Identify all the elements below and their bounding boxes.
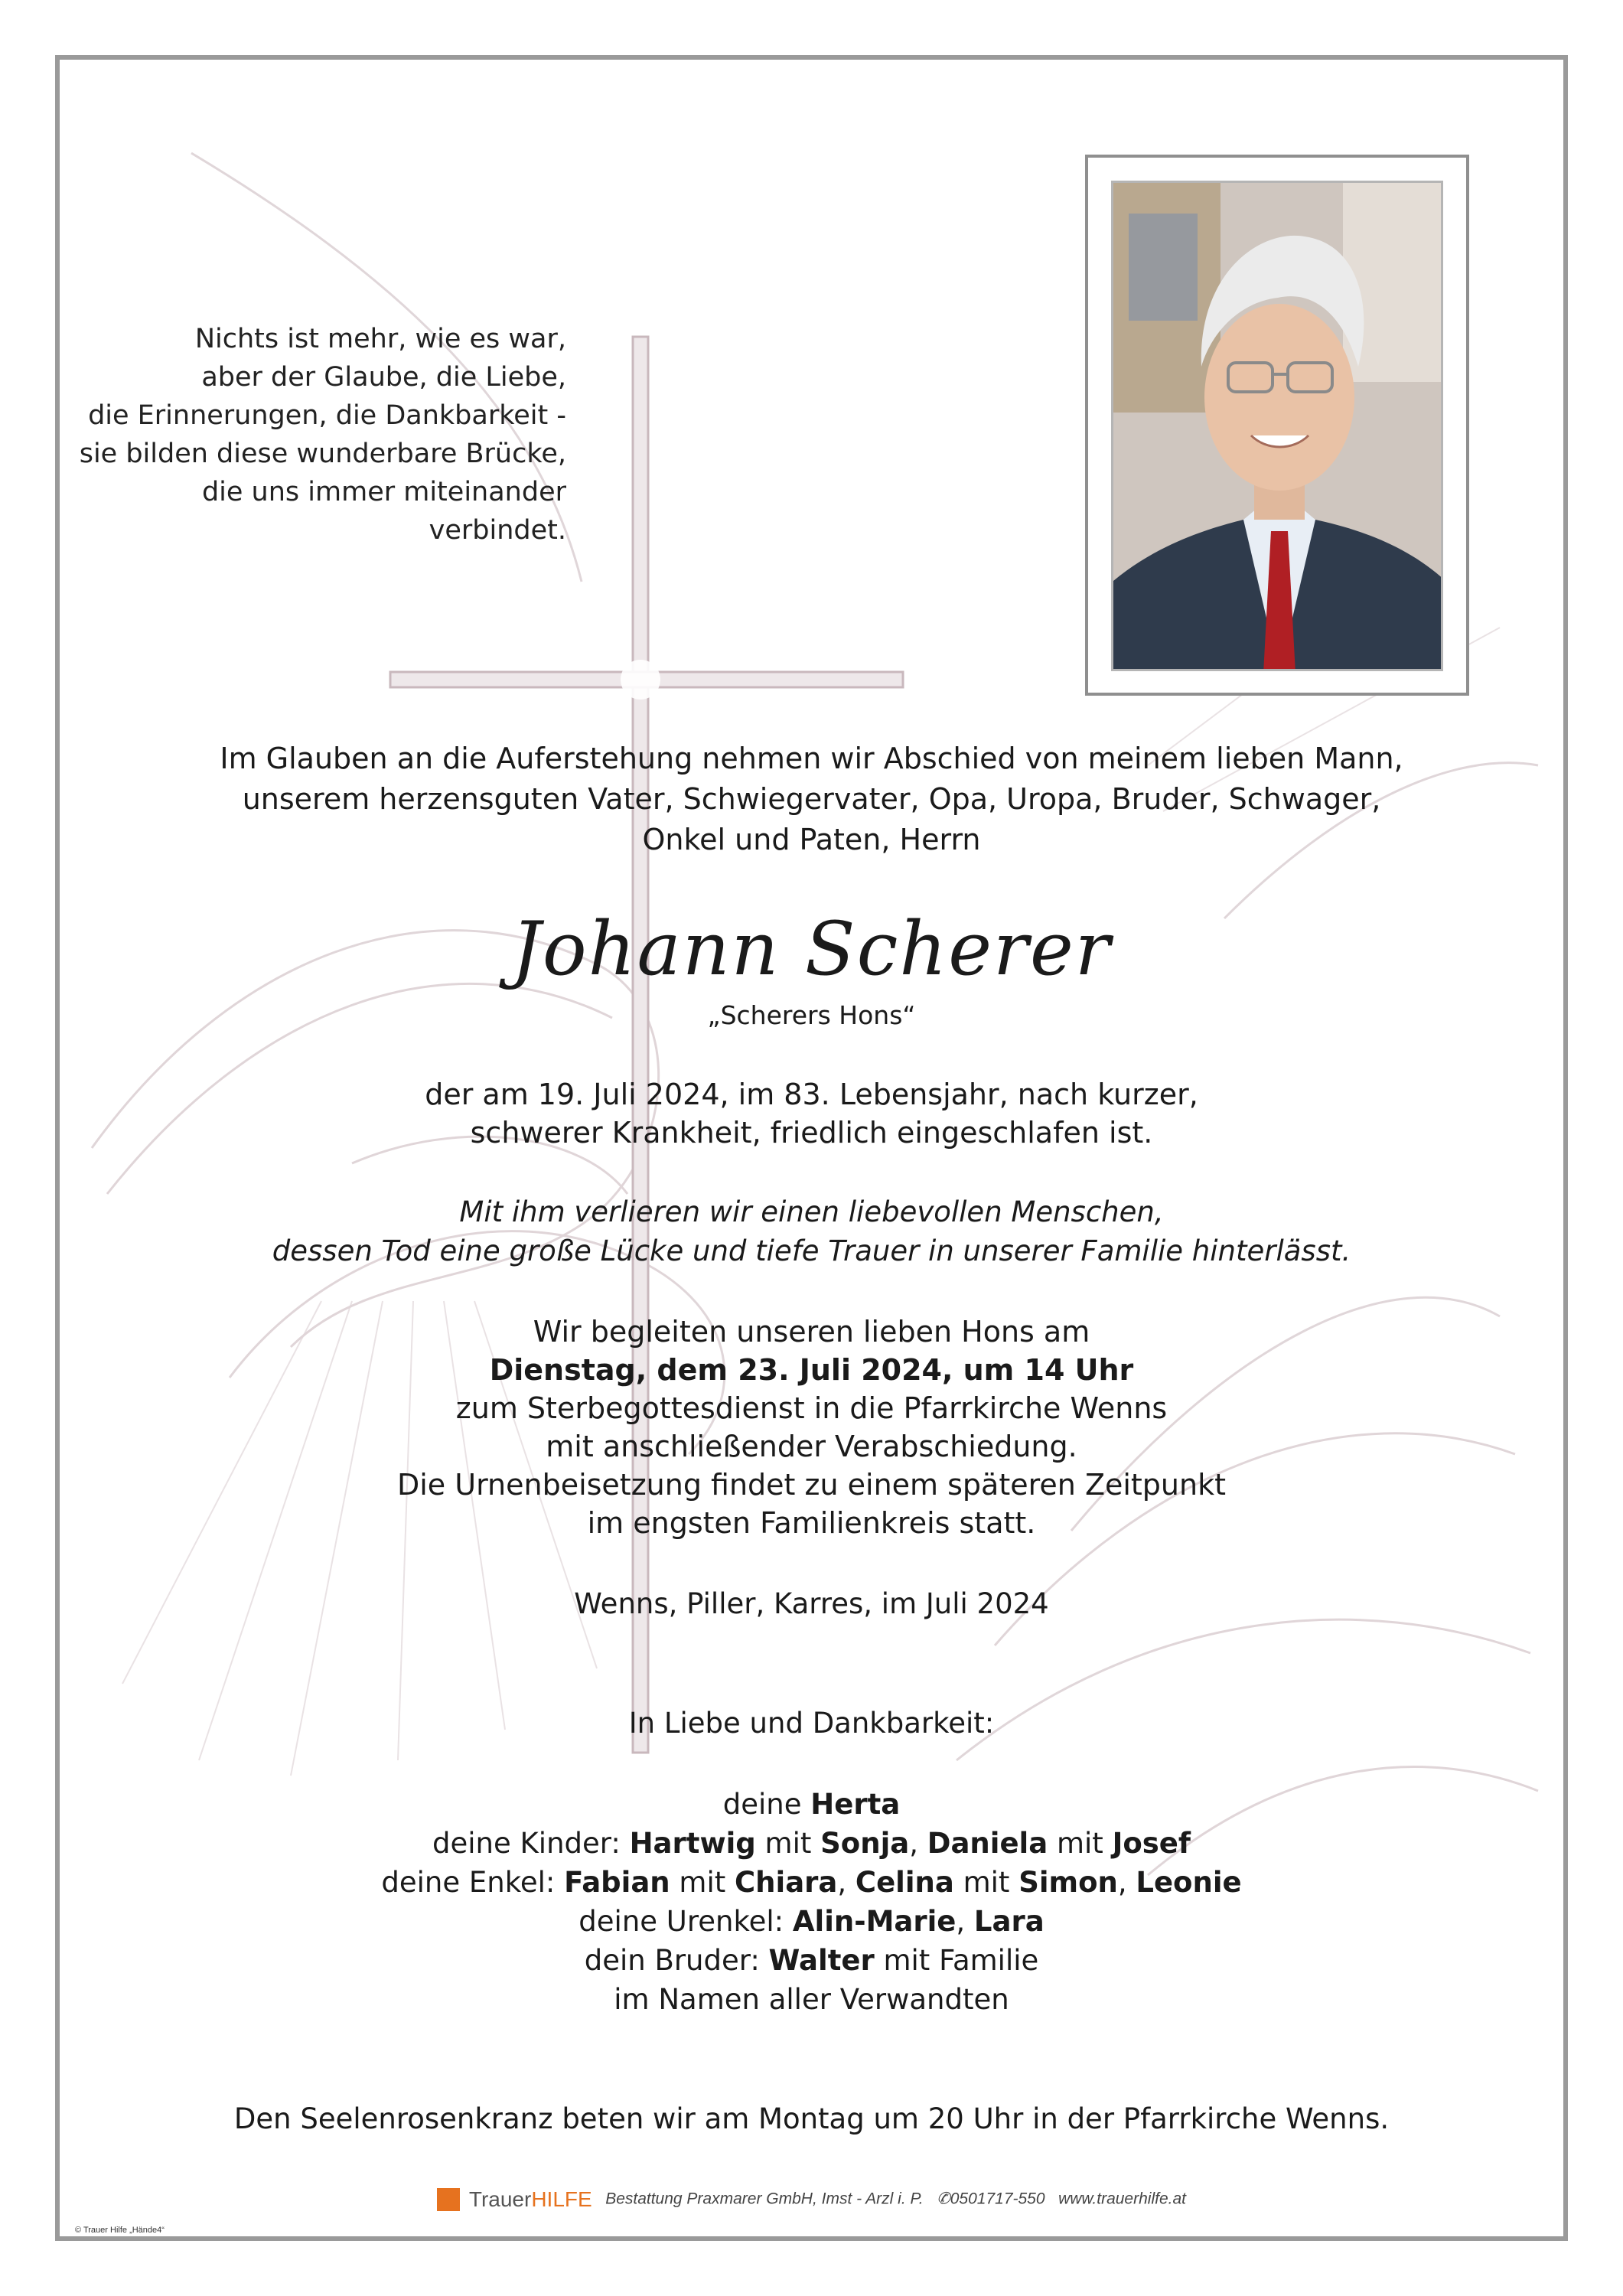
company-name: Bestattung Praxmarer GmbH, Imst - Arzl i. P. bbox=[605, 2190, 924, 2208]
family-member-name: Walter bbox=[768, 1944, 875, 1977]
family-member-name: Hartwig bbox=[629, 1827, 756, 1860]
quote-line: Nichts ist mehr, wie es war, bbox=[194, 324, 566, 354]
deceased-nickname: „Scherers Hons“ bbox=[707, 1000, 916, 1030]
family-grandchildren bbox=[0, 1863, 1623, 1902]
family-text: deine bbox=[722, 1788, 811, 1821]
death-notice bbox=[0, 1075, 1623, 1152]
intro-line: Im Glauben an die Auferstehung nehmen wir Abschied von meinem lieben Mann, bbox=[220, 742, 1403, 775]
family-member-name: Sonja bbox=[820, 1827, 910, 1860]
ceremony-line: mit anschließender Verabschiedung. bbox=[546, 1430, 1077, 1463]
family-member-name: Alin-Marie bbox=[792, 1905, 957, 1938]
family-children bbox=[0, 1824, 1623, 1863]
family-text: , bbox=[837, 1866, 855, 1899]
quote-block bbox=[61, 320, 566, 550]
quote-line: aber der Glaube, die Liebe, bbox=[201, 362, 566, 393]
ceremony-line: Wir begleiten unseren lieben Hons am bbox=[533, 1315, 1090, 1349]
brand-name bbox=[469, 2187, 592, 2211]
tribute-line: Mit ihm verlieren wir einen liebevollen Menschen, bbox=[459, 1195, 1164, 1228]
death-line: der am 19. Juli 2024, im 83. Lebensjahr, nach kurzer, bbox=[425, 1078, 1198, 1111]
ceremony-date: Dienstag, dem 23. Juli 2024, um 14 Uhr bbox=[489, 1353, 1134, 1387]
family-member-name: Leonie bbox=[1136, 1866, 1242, 1899]
family-text: dein Bruder: bbox=[584, 1944, 769, 1977]
family-text: mit bbox=[755, 1827, 821, 1860]
quote-line: die uns immer miteinander verbindet. bbox=[201, 477, 566, 546]
ceremony-line: zum Sterbegottesdienst in die Pfarrkirche Wenns bbox=[455, 1391, 1168, 1425]
family-text: mit bbox=[1048, 1827, 1113, 1860]
copyright-note: © Trauer Hilfe „Hände4“ bbox=[75, 2226, 165, 2235]
portrait-frame bbox=[1085, 155, 1469, 696]
family-member-name: Simon bbox=[1018, 1866, 1118, 1899]
family-member-name: Herta bbox=[810, 1788, 901, 1821]
family-text: , bbox=[1117, 1866, 1136, 1899]
family-member-name: Daniela bbox=[927, 1827, 1048, 1860]
rosary-notice: Den Seelenrosenkranz beten wir am Montag um 20 Uhr in der Pfarrkirche Wenns. bbox=[233, 2102, 1390, 2135]
family-text: deine Kinder: bbox=[432, 1827, 630, 1860]
family-relatives: im Namen aller Verwandten bbox=[614, 1983, 1009, 2016]
phone-number: ✆0501717-550 bbox=[937, 2190, 1045, 2208]
family-text: deine Urenkel: bbox=[578, 1905, 793, 1938]
brand-part: Trauer bbox=[468, 2187, 532, 2211]
portrait-illustration bbox=[1113, 183, 1443, 671]
family-text: mit Familie bbox=[874, 1944, 1039, 1977]
footer bbox=[0, 2187, 1623, 2212]
family-member-name: Fabian bbox=[564, 1866, 670, 1899]
thanks-heading: In Liebe und Dankbarkeit: bbox=[628, 1707, 995, 1740]
brand-part: HILFE bbox=[531, 2187, 592, 2211]
quote-line: die Erinnerungen, die Dankbarkeit - bbox=[88, 400, 566, 431]
quote-line: sie bilden diese wunderbare Brücke, bbox=[79, 439, 566, 469]
website-link[interactable]: www.trauerhilfe.at bbox=[1058, 2190, 1186, 2208]
intro-line: unserem herzensguten Vater, Schwiegervater, Opa, Uropa, Bruder, Schwager, bbox=[242, 782, 1381, 816]
family-member-name: Celina bbox=[855, 1866, 954, 1899]
family-brother bbox=[0, 1941, 1623, 1980]
portrait-photo bbox=[1111, 181, 1443, 671]
family-text: mit bbox=[670, 1866, 735, 1899]
ceremony-details bbox=[0, 1313, 1623, 1542]
family-text: deine Enkel: bbox=[381, 1866, 565, 1899]
ceremony-line: Die Urnenbeisetzung findet zu einem späteren Zeitpunkt bbox=[396, 1468, 1227, 1502]
family-great-grandchildren bbox=[0, 1902, 1623, 1941]
family-text: , bbox=[909, 1827, 927, 1860]
family-member-name: Josef bbox=[1112, 1827, 1191, 1860]
family-list bbox=[0, 1785, 1623, 2019]
tribute-line: dessen Tod eine große Lücke und tiefe Trauer in unserer Familie hinterlässt. bbox=[272, 1234, 1351, 1267]
family-member-name: Chiara bbox=[735, 1866, 838, 1899]
deceased-name: Johann Scherer bbox=[511, 906, 1112, 992]
intro-line: Onkel und Paten, Herrn bbox=[642, 823, 981, 856]
tribute-text bbox=[0, 1192, 1623, 1270]
place-date: Wenns, Piller, Karres, im Juli 2024 bbox=[574, 1587, 1049, 1620]
death-line: schwerer Krankheit, friedlich eingeschlafen ist. bbox=[470, 1116, 1153, 1150]
family-text: mit bbox=[953, 1866, 1019, 1899]
intro-text bbox=[0, 739, 1623, 860]
family-member-name: Lara bbox=[973, 1905, 1045, 1938]
trauerhilfe-logo-icon bbox=[437, 2188, 460, 2211]
ceremony-line: im engsten Familienkreis statt. bbox=[587, 1506, 1036, 1540]
family-wife bbox=[0, 1785, 1623, 1824]
family-text: , bbox=[956, 1905, 974, 1938]
